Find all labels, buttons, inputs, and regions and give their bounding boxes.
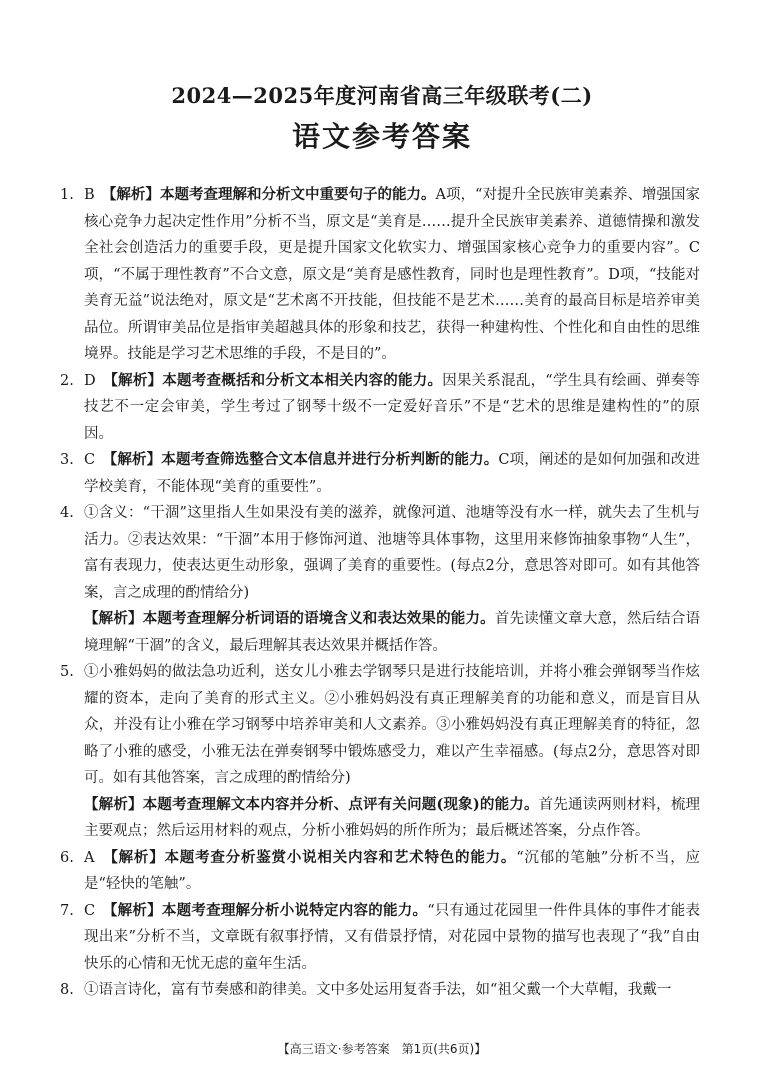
item-number: 6.	[60, 849, 74, 866]
analysis-tag: 【解析】	[110, 901, 162, 919]
item-answer: B	[84, 187, 95, 203]
item-paragraph: ①语言诗化，富有节奏感和韵律美。文中多处运用复沓手法，如“祖父戴一个大草帽，我戴一	[84, 982, 672, 998]
analysis-tag: 【解析】	[84, 795, 143, 813]
item-body: “沉郁的笔触”分析不当，应是“轻快的笔触”。	[84, 849, 701, 892]
page-footer: 【高三语文·参考答案 第1页(共6页)】	[277, 1042, 487, 1056]
analysis-tag: 【解析】	[109, 186, 160, 203]
answer-item-3	[60, 447, 700, 500]
answer-item-6	[60, 845, 700, 898]
item-paragraph: ①小雅妈妈的做法急功近利，送女儿小雅去学钢琴只是进行技能培训，并将小雅会弹钢琴当作炫耀的资本，走向了美育的形式主义。②小雅妈妈没有真正理解美育的功能和意义，而是盲目从众，并没有让小雅在学习钢琴中培养审美和人文素养。③小雅妈妈没有真正理解美育的特征，忽略了小雅的感受，小雅无法在弹奏钢琴中锻炼感受力，难以产生幸福感。(每点2分，意思答对即可。如有其他答案，言之成理的酌情给分)	[84, 664, 700, 786]
item-number: 2.	[60, 372, 74, 389]
item-body: A项，“对提升全民族审美素养、增强国家核心竞争力起决定性作用”分析不当，原文是“美育是……提升全民族审美素养、道德情操和激发全社会创造活力的重要手段，更是提升国家文化软实力、增强国家核心竞争力的重要内容”。C项，“不属于理性教育”不合文意，原文是“美育是感性教育，同时也是理性教育”。D项，“技能对美育无益”说法绝对，原文是“艺术离不开技能，但技能不是艺术……美育的最高目标是培养审美品位。所谓审美品位是指审美超越具体的形象和技艺，获得一种建构性、个性化和自由性的思维境界。技能是学习艺术思维的手段，不是目的”。	[84, 187, 701, 362]
analysis-ability: 本题考查理解分析小说特定内容的能力。	[161, 901, 428, 919]
item-paragraph	[84, 898, 700, 978]
analysis-body: 首先通读两则材料，梳理主要观点；然后运用材料的观点，分析小雅妈妈的所作所为；最后概述答案，分点作答。	[84, 796, 701, 839]
document-title: 2024—2025年度河南省高三年级联考(二)	[171, 83, 593, 108]
item-number: 5.	[60, 664, 74, 680]
document-subtitle: 语文参考答案	[291, 120, 472, 153]
item-body: “只有通过花园里一件件具体的事件才能表现出来”分析不当，文章既有叙事抒情，又有借景抒情，对花园中景物的描写也表现了“我”自由快乐的心情和无忧无虑的童年生活。	[84, 902, 701, 972]
analysis-body: 首先读懂文章大意，然后结合语境理解“干涸”的含义，最后理解其表达效果并概括作答。	[84, 611, 701, 654]
analysis-ability: 本题考查理解分析词语的语境含义和表达效果的能力。	[142, 610, 495, 627]
analysis-tag: 【解析】	[110, 848, 165, 866]
answer-item-8	[60, 977, 700, 1004]
item-answer: A	[84, 849, 95, 866]
analysis-tag: 【解析】	[84, 610, 143, 627]
item-answer: C	[84, 902, 96, 919]
answer-item-5	[60, 659, 700, 845]
item-number: 7.	[60, 902, 74, 919]
analysis-ability: 本题考查概括和分析文本相关内容的能力。	[162, 371, 443, 389]
analysis-ability: 本题考查分析鉴赏小说相关内容和艺术特色的能力。	[164, 848, 517, 866]
item-analysis-paragraph	[84, 792, 700, 845]
analysis-ability: 本题考查筛选整合文本信息并进行分析判断的能力。	[161, 451, 499, 468]
analysis-ability: 本题考查理解和分析文中重要句子的能力。	[159, 186, 436, 203]
analysis-tag: 【解析】	[109, 451, 162, 468]
item-number: 3.	[60, 452, 74, 468]
answer-list	[60, 182, 700, 1004]
item-number: 4.	[60, 505, 74, 521]
item-paragraph	[84, 182, 700, 368]
answer-item-1	[60, 182, 700, 368]
item-paragraph	[84, 447, 700, 500]
item-answer: C	[84, 452, 96, 468]
answer-item-4	[60, 500, 700, 659]
item-body: C项，阐述的是如何加强和改进学校美育，不能体现“美育的重要性”。	[84, 452, 701, 495]
item-paragraph	[84, 845, 700, 898]
answer-item-7	[60, 898, 700, 978]
item-answer: D	[84, 372, 96, 389]
item-paragraph: ①含义：“干涸”这里指人生如果没有美的滋养，就像河道、池塘等没有水一样，就失去了生机与活力。②表达效果：“干涸”本用于修饰河道、池塘等具体事物，这里用来修饰抽象事物“人生”，富有表现力，使表达更生动形象，强调了美育的重要性。(每点2分，意思答对即可。如有其他答案，言之成理的酌情给分)	[84, 505, 700, 601]
item-number: 8.	[60, 982, 74, 998]
answer-item-2	[60, 368, 700, 448]
item-paragraph	[84, 368, 700, 448]
analysis-ability: 本题考查理解文本内容并分析、点评有关问题(现象)的能力。	[142, 795, 539, 813]
item-body: 因果关系混乱，“学生具有绘画、弹奏等技艺不一定会审美，学生考过了钢琴十级不一定爱好音乐”不是“艺术的思维是建构性的”的原因。	[84, 372, 701, 442]
item-number: 1.	[60, 187, 74, 203]
item-analysis-paragraph	[84, 606, 700, 659]
analysis-tag: 【解析】	[110, 371, 163, 389]
